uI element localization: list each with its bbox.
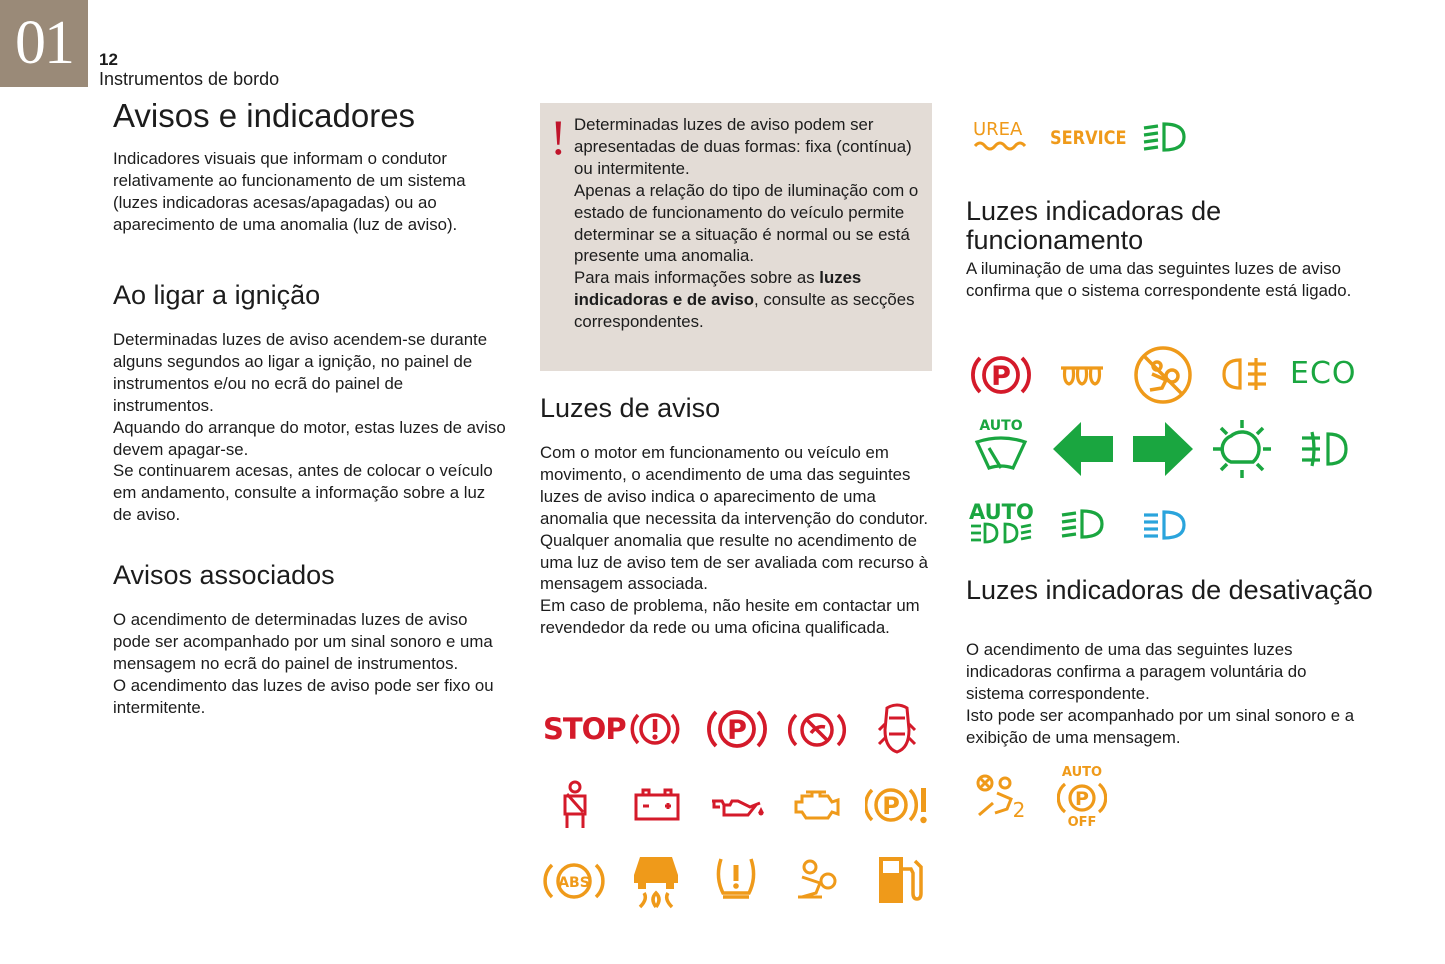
ignition-text <box>113 329 508 526</box>
auto-parking-text: AUTO <box>1061 765 1103 780</box>
ignition-paragraph-3: Se continuarem acesas, antes de colocar o veículo em andamento, consulte a informação sobre a luz de aviso. <box>113 461 493 525</box>
auto-wiper-icon <box>973 418 1029 474</box>
auto-headlamps-icon <box>969 502 1034 544</box>
ignition-paragraph-2: Aquando do arranque do motor, estas luzes de aviso devem apagar-se. <box>113 417 506 459</box>
deactivation-text <box>966 639 1366 749</box>
front-fog-light-icon <box>1300 430 1350 468</box>
parking-fault-p: P <box>882 792 900 820</box>
auto-parking-off-text: OFF <box>1067 815 1097 830</box>
urea-text: UREA <box>973 119 1023 140</box>
preheating-icon <box>1059 362 1105 390</box>
electric-parking-brake-icon <box>970 350 1032 400</box>
deactivation-paragraph-2: Isto pode ser acompanhado por um sinal sonoro e a exibição de uma mensagem. <box>966 705 1355 747</box>
warning-lights-heading: Luzes de aviso <box>540 393 721 423</box>
note-p3-pre: Para mais informações sobre as <box>574 268 820 288</box>
deactivation-heading: Luzes indicadoras de desativação <box>966 575 1373 605</box>
battery-icon <box>633 787 681 823</box>
steering-fault-icon <box>787 707 847 753</box>
warning-paragraph-1: Com o motor em funcionamento ou veículo em movimento, o acendimento de uma das seguintes luzes de aviso indica o aparecimento de uma anomalia que necessita da intervenção do condutor. <box>540 443 929 528</box>
associated-text <box>113 609 503 719</box>
note-p3-post: , consulte as secções correspondentes. <box>574 290 915 332</box>
urea-icon <box>973 119 1027 152</box>
operation-paragraph: A iluminação de uma das seguintes luzes de aviso confirma que o sistema correspondente está ligado. <box>966 259 1352 300</box>
note-text <box>574 114 924 333</box>
parking-brake-p: P <box>727 715 747 746</box>
chapter-tab: 01 <box>0 0 88 87</box>
high-beam-icon <box>1140 508 1190 542</box>
airbag-icon <box>794 857 842 903</box>
brake-fault-icon <box>630 706 680 752</box>
note-paragraph-1: Determinadas luzes de aviso podem ser apresentadas de duas formas: fixa (contínua) ou intermitente. <box>574 115 912 178</box>
eco-icon: ECO <box>1290 356 1357 391</box>
auto-headlamps-text: AUTO <box>969 500 1034 524</box>
operation-heading: Luzes indicadoras de funcionamento <box>966 196 1222 255</box>
associated-paragraph-1: O acendimento de determinadas luzes de aviso pode ser acompanhado por um sinal sonoro e uma mensagem no ecrã do painel de instrumentos. <box>113 610 493 673</box>
epb-p: P <box>991 361 1011 392</box>
door-open-icon <box>875 700 919 758</box>
note-paragraph-2: Apenas a relação do tipo de iluminação com o estado de funcionamento do veículo permite determinar se a situação é normal ou se está presente uma anomalia. <box>574 180 919 266</box>
warning-paragraph-3: Em caso de problema, não hesite em contactar um revendedor da rede ou uma oficina qualificada. <box>540 596 920 638</box>
airbag-deactivated-2: 2 <box>1012 798 1026 819</box>
airbag-deactivated-icon <box>975 773 1029 819</box>
ignition-heading: Ao ligar a ignição <box>113 280 321 310</box>
auto-parking-brake-off-icon <box>1057 766 1107 830</box>
oil-pressure-icon <box>708 791 766 825</box>
note-p3-bold: luzes indicadoras e de aviso <box>574 268 862 310</box>
deactivation-paragraph-1: O acendimento de uma das seguintes luzes indicadoras confirma a paragem voluntária do sistema correspondente. <box>966 640 1307 703</box>
page-number: 12 <box>99 50 118 69</box>
rear-fog-light-icon <box>1222 356 1270 392</box>
main-beam-icon <box>1058 507 1108 541</box>
engine-check-icon <box>792 786 842 824</box>
fuel-icon <box>873 853 925 907</box>
stop-icon: STOP <box>543 712 626 746</box>
associated-paragraph-2: O acendimento das luzes de aviso pode ser fixo ou intermitente. <box>113 675 494 717</box>
parking-brake-fault-icon <box>865 782 931 828</box>
page-title: Avisos e indicadores <box>113 97 416 134</box>
service-icon: SERVICE <box>1050 127 1127 149</box>
ignition-paragraph-1: Determinadas luzes de aviso acendem-se durante alguns segundos ao ligar a ignição, no painel de instrumentos e/ou no ecrã do painel de instrumentos. <box>113 330 488 415</box>
traction-control-icon <box>630 851 682 909</box>
sidelights-icon <box>1211 418 1273 480</box>
low-beam-icon <box>1140 120 1190 154</box>
abs-icon <box>543 857 605 905</box>
right-indicator-icon <box>1131 420 1195 478</box>
warning-lights-text <box>540 442 932 639</box>
seatbelt-icon <box>559 780 591 830</box>
abs-text: ABS <box>558 875 590 891</box>
parking-brake-icon <box>707 704 767 754</box>
section-title: Instrumentos de bordo <box>99 69 280 89</box>
passenger-airbag-off-icon <box>1132 344 1194 406</box>
tire-pressure-icon <box>711 855 761 903</box>
auto-parking-p: P <box>1075 788 1089 810</box>
associated-heading: Avisos associados <box>113 560 335 590</box>
note-paragraph-3 <box>574 267 924 333</box>
left-indicator-icon <box>1051 420 1115 478</box>
warning-paragraph-2: Qualquer anomalia que resulte no acendimento de uma luz de aviso tem de ser avaliada com recurso à mensagem associada. <box>540 530 929 594</box>
intro-paragraph: Indicadores visuais que informam o condutor relativamente ao funcionamento de um sistema (luzes indicadoras acesas/apagadas) ou ao aparecimento de uma anomalia (luz de aviso). <box>113 149 466 234</box>
exclamation-icon: ! <box>550 109 567 165</box>
auto-wiper-text: AUTO <box>979 418 1023 434</box>
